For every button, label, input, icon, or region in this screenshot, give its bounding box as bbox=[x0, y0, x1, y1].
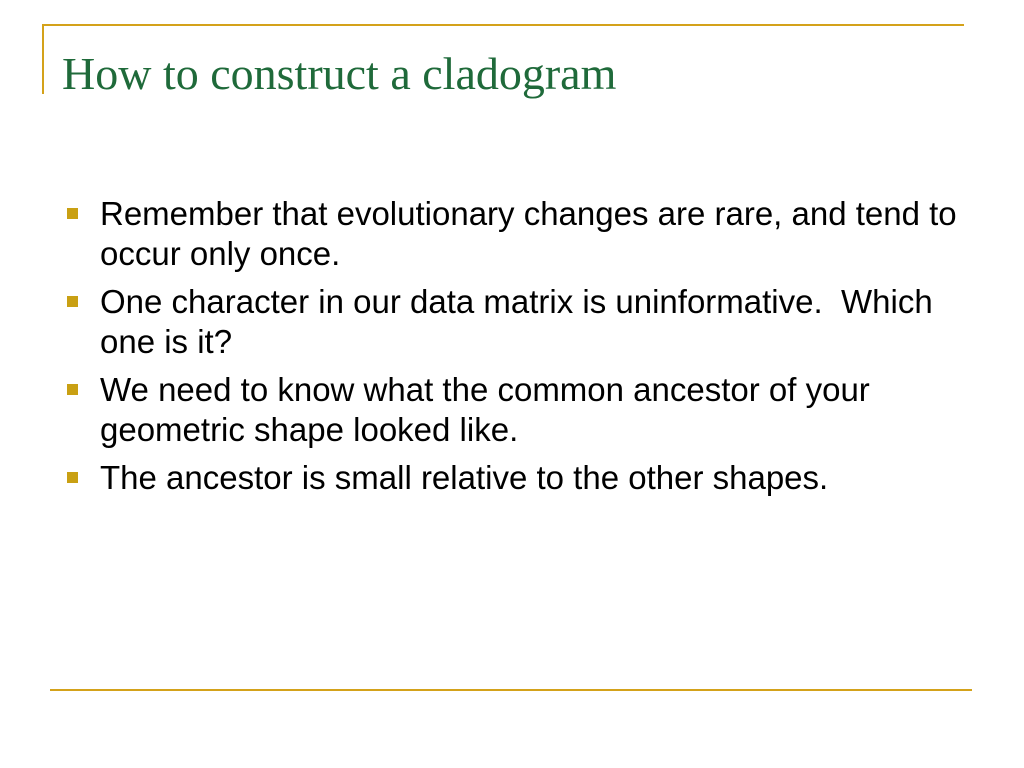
bullet-item bbox=[62, 458, 972, 498]
frame-bottom-line bbox=[50, 689, 972, 691]
slide-title: How to construct a cladogram bbox=[62, 48, 617, 99]
bullet-item bbox=[62, 282, 972, 362]
bullet-text: One character in our data matrix is uninformative. Which one is it? bbox=[100, 283, 942, 360]
frame-left-line bbox=[42, 24, 44, 94]
bullet-item bbox=[62, 370, 972, 450]
square-bullet-icon bbox=[67, 296, 78, 307]
bullet-text: Remember that evolutionary changes are rare, and tend to occur only once. bbox=[100, 195, 957, 272]
square-bullet-icon bbox=[67, 472, 78, 483]
bullet-item bbox=[62, 194, 972, 274]
bullet-text: The ancestor is small relative to the other shapes. bbox=[100, 459, 829, 496]
bullet-list bbox=[62, 194, 972, 506]
square-bullet-icon bbox=[67, 384, 78, 395]
square-bullet-icon bbox=[67, 208, 78, 219]
frame-top-line bbox=[42, 24, 964, 26]
bullet-text: We need to know what the common ancestor of your geometric shape looked like. bbox=[100, 371, 870, 448]
